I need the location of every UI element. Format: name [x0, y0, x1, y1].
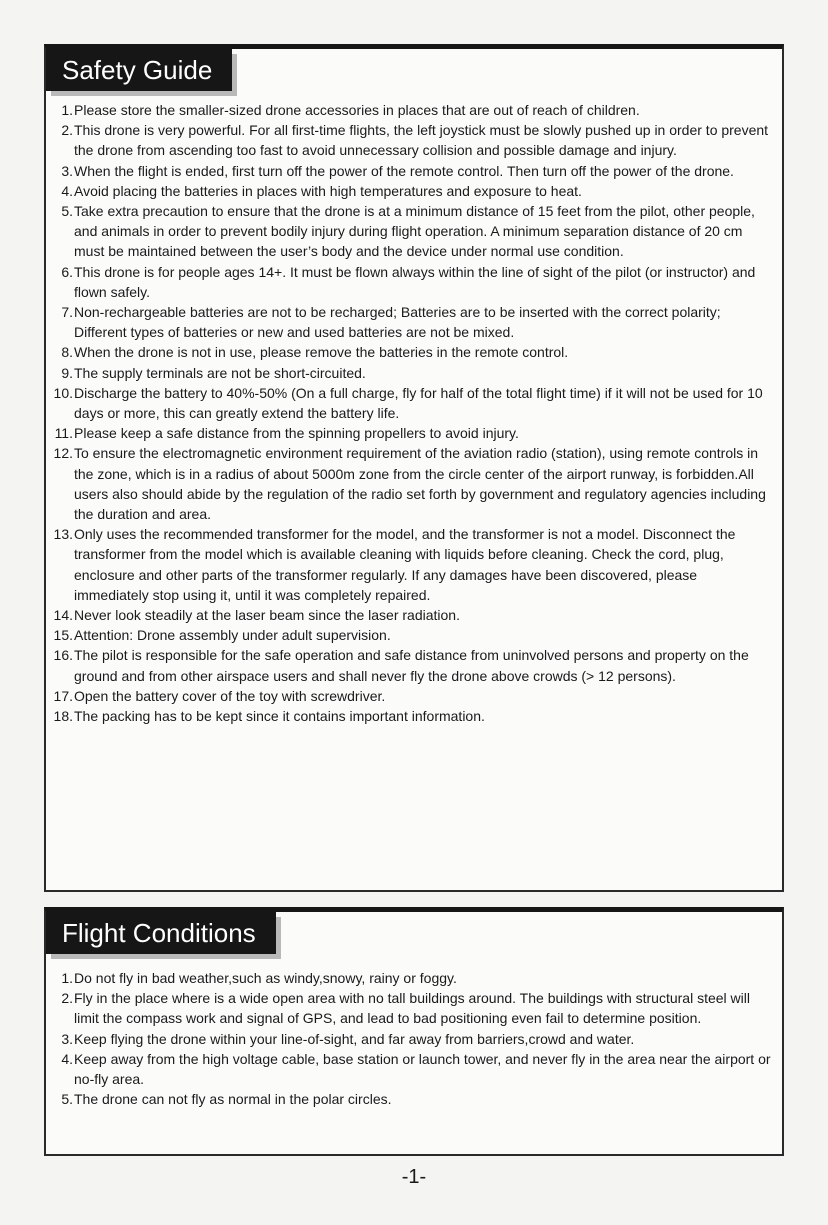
flight-conditions-section: [44, 907, 784, 1156]
list-item: [46, 1029, 774, 1049]
item-text: The packing has to be kept since it contains important information.: [74, 708, 485, 725]
list-item: [46, 383, 774, 423]
item-number: 5.: [61, 203, 73, 220]
item-number: 3.: [61, 162, 73, 179]
item-number: 11.: [54, 425, 73, 442]
item-text: Non-rechargeable batteries are not to be recharged; Batteries are to be inserted with the correct polarity; Different types of batteries or new and used batteries are not be mixed.: [74, 304, 721, 341]
list-item: [46, 181, 774, 201]
list-item: [46, 423, 774, 443]
flight-conditions-title: Flight Conditions: [46, 912, 276, 954]
list-item: [46, 302, 774, 342]
item-number: 16.: [53, 647, 73, 664]
item-number: 14.: [53, 607, 73, 624]
list-item: [46, 161, 774, 181]
item-text: Avoid placing the batteries in places with high temperatures and exposure to heat.: [74, 182, 582, 199]
item-number: 18.: [53, 708, 73, 725]
list-item: [46, 968, 774, 988]
item-number: 12.: [53, 445, 73, 462]
item-text: This drone is for people ages 14+. It must be flown always within the line of sight of the pilot (or instructor) and flown safely.: [74, 263, 756, 300]
item-text: To ensure the electromagnetic environment requirement of the aviation radio (station), using remote controls in the zone, which is in a radius of about 5000m zone from the circle center of the airport runway, is forbidden.All users also should abide by the regulation of the radio set forth by government and regulatory agencies including the duration and area.: [74, 445, 766, 523]
list-item: [46, 625, 774, 645]
list-item: [46, 524, 774, 605]
item-number: 5.: [61, 1091, 73, 1108]
list-item: [46, 100, 774, 120]
item-text: Take extra precaution to ensure that the drone is at a minimum distance of 15 feet from the pilot, other people, and animals in order to prevent bodily injury during flight operation. A minimum separation distance of 20 cm must be maintained between the user’s body and the device under normal use condition.: [74, 203, 755, 260]
list-item: [46, 686, 774, 706]
flight-conditions-list: [46, 968, 774, 1109]
item-number: 17.: [53, 687, 73, 704]
item-text: Attention: Drone assembly under adult supervision.: [74, 627, 391, 644]
list-item: [46, 706, 774, 726]
item-text: Keep flying the drone within your line-of-sight, and far away from barriers,crowd and water.: [74, 1030, 635, 1047]
item-number: 9.: [61, 364, 73, 381]
item-number: 4.: [61, 182, 73, 199]
item-text: Fly in the place where is a wide open area with no tall buildings around. The buildings with structural steel will limit the compass work and signal of GPS, and lead to bad positioning even fail to determine position.: [74, 990, 750, 1027]
list-item: [46, 1089, 774, 1109]
list-item: [46, 262, 774, 302]
list-item: [46, 363, 774, 383]
page-number: -1-: [401, 1166, 427, 1188]
list-item: [46, 645, 774, 685]
list-item: [46, 342, 774, 362]
item-number: 15.: [53, 627, 73, 644]
item-text: Never look steadily at the laser beam since the laser radiation.: [74, 607, 460, 624]
safety-guide-title: Safety Guide: [46, 49, 232, 91]
item-number: 2.: [61, 990, 73, 1007]
item-number: 10.: [53, 384, 73, 401]
list-item: [46, 1049, 774, 1089]
item-number: 3.: [61, 1030, 73, 1047]
item-number: 13.: [53, 526, 73, 543]
safety-guide-section: [44, 44, 784, 892]
item-text: This drone is very powerful. For all first-time flights, the left joystick must be slowly pushed up in order to prevent the drone from ascending too fast to avoid unnecessary collision and possible damage and injury.: [74, 122, 769, 159]
item-text: Please store the smaller-sized drone accessories in places that are out of reach of children.: [74, 102, 640, 118]
item-number: 6.: [61, 263, 73, 280]
item-text: The drone can not fly as normal in the polar circles.: [74, 1091, 392, 1108]
item-text: Do not fly in bad weather,such as windy,snowy, rainy or foggy.: [74, 970, 457, 986]
item-text: When the drone is not in use, please remove the batteries in the remote control.: [74, 344, 569, 361]
item-text: The supply terminals are not be short-circuited.: [74, 364, 366, 381]
item-text: Open the battery cover of the toy with screwdriver.: [74, 687, 386, 704]
list-item: [46, 443, 774, 524]
item-number: 2.: [61, 122, 73, 139]
list-item: [46, 201, 774, 262]
item-number: 4.: [61, 1050, 73, 1067]
item-number: 7.: [61, 304, 73, 321]
item-text: The pilot is responsible for the safe operation and safe distance from uninvolved persons and property on the ground and from other airspace users and shall never fly the drone above crowds (> 12 persons).: [74, 647, 749, 684]
item-text: Keep away from the high voltage cable, base station or launch tower, and never fly in the area near the airport or no-fly area.: [74, 1050, 771, 1088]
safety-guide-list: [46, 100, 774, 726]
list-item: [46, 988, 774, 1028]
item-text: Discharge the battery to 40%-50% (On a full charge, fly for half of the total flight time) if it will not be used for 10 days or more, this can greatly extend the battery life.: [74, 384, 763, 422]
item-text: Only uses the recommended transformer for the model, and the transformer is not a model. Disconnect the transformer from the model which is available cleaning with liquids before cleaning. Check the cord, plug, enclosure and other parts of the transformer regularly. If any damages have been discovered, please immediately stop using it, until it was completely repaired.: [74, 526, 736, 603]
list-item: [46, 120, 774, 160]
list-item: [46, 605, 774, 625]
item-text: Please keep a safe distance from the spinning propellers to avoid injury.: [74, 425, 519, 442]
item-text: When the flight is ended, first turn off the power of the remote control. Then turn off the power of the drone.: [74, 162, 734, 179]
item-number: 8.: [61, 344, 73, 361]
item-number: 1.: [61, 970, 73, 986]
item-number: 1.: [61, 102, 73, 118]
